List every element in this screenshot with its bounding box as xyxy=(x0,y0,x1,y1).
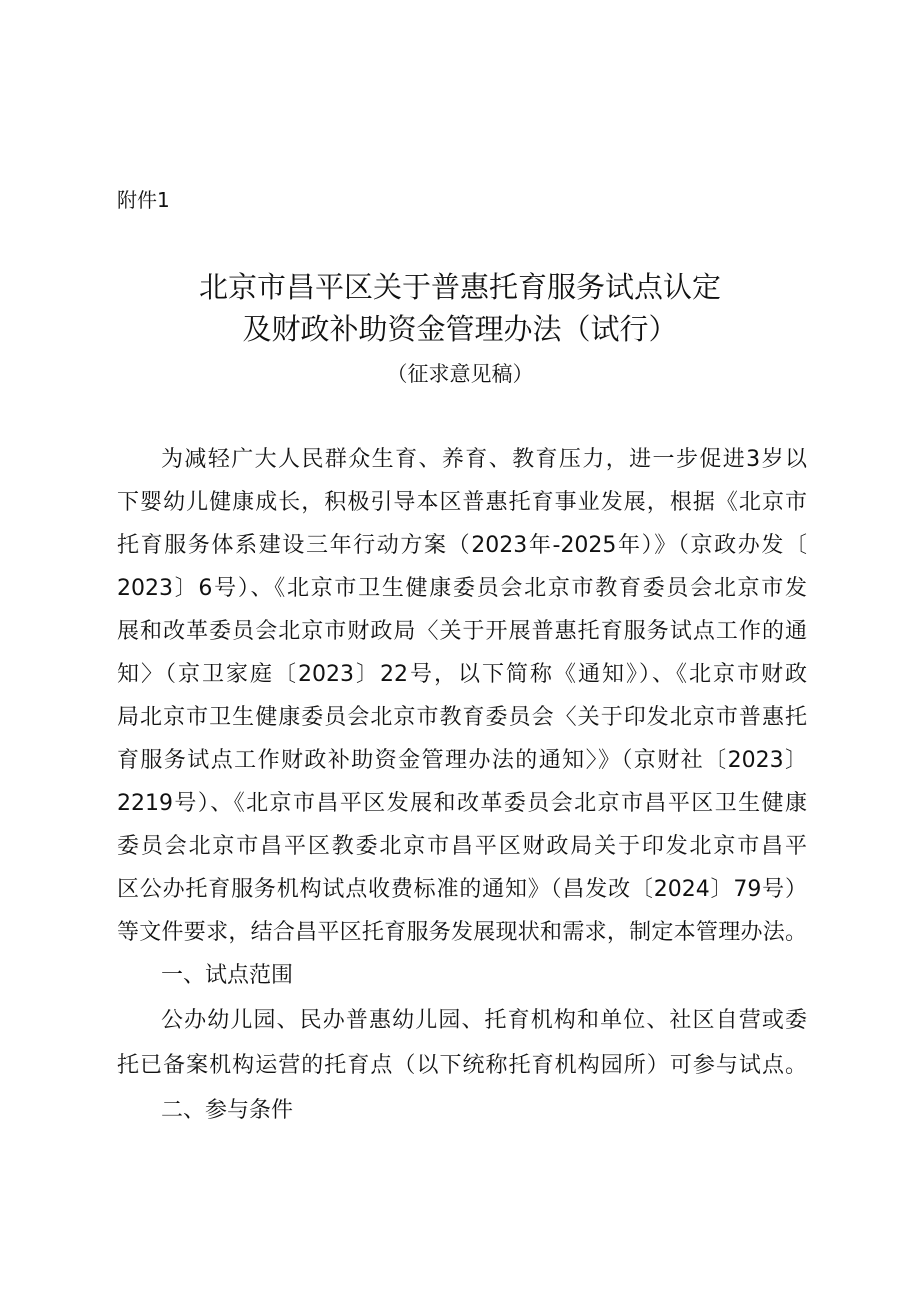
section-heading-scope: 一、试点范围 xyxy=(161,963,294,988)
paragraph-line: 育服务试点工作财政补助资金管理办法的通知〉》（京财社〔2023〕 xyxy=(117,748,807,773)
paragraph-line: 等文件要求，结合昌平区托育服务发展现状和需求，制定本管理办法。 xyxy=(117,920,807,945)
paragraph-line: 公办幼儿园、民办普惠幼儿园、托育机构和单位、社区自营或委 xyxy=(161,1008,807,1033)
paragraph-line: 托已备案机构运营的托育点（以下统称托育机构园所）可参与试点。 xyxy=(117,1053,807,1078)
paragraph-line: 局北京市卫生健康委员会北京市教育委员会〈关于印发北京市普惠托 xyxy=(117,705,807,730)
paragraph-line: 知〉（京卫家庭〔2023〕22号，以下简称《通知》）、《北京市财政 xyxy=(117,662,807,687)
document-title-line-2: 及财政补助资金管理办法（试行） xyxy=(242,312,678,346)
attachment-label: 附件1 xyxy=(117,188,170,212)
paragraph-line: 2023〕6号）、《北京市卫生健康委员会北京市教育委员会北京市发 xyxy=(117,576,807,601)
paragraph-line: 区公办托育服务机构试点收费标准的通知》（昌发改〔2024〕79号） xyxy=(117,877,807,902)
paragraph-line: 托育服务体系建设三年行动方案（2023年-2025年）》（京政办发〔 xyxy=(117,533,807,558)
document-subtitle: （征求意见稿） xyxy=(386,362,534,386)
section-heading-conditions: 二、参与条件 xyxy=(161,1098,294,1123)
paragraph-line: 2219号）、《北京市昌平区发展和改革委员会北京市昌平区卫生健康 xyxy=(117,791,807,816)
paragraph-line: 为减轻广大人民群众生育、养育、教育压力，进一步促进3岁以 xyxy=(161,447,807,472)
document-title-line-1: 北京市昌平区关于普惠托育服务试点认定 xyxy=(198,270,721,304)
paragraph-line: 下婴幼儿健康成长，积极引导本区普惠托育事业发展，根据《北京市 xyxy=(117,490,807,515)
paragraph-line: 委员会北京市昌平区教委北京市昌平区财政局关于印发北京市昌平 xyxy=(117,834,807,859)
paragraph-line: 展和改革委员会北京市财政局〈关于开展普惠托育服务试点工作的通 xyxy=(117,619,807,644)
